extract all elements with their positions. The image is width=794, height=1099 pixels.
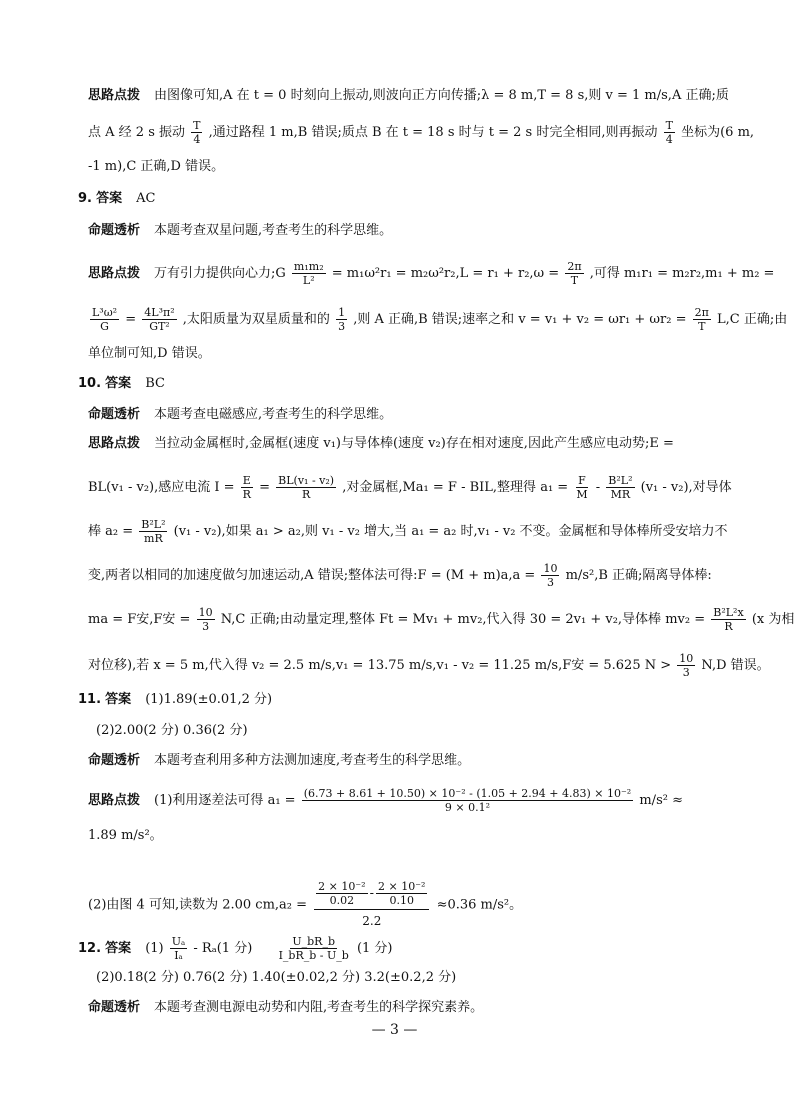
fraction: $\frac{10}{3}$: [543, 562, 558, 589]
q9-answer: 9. 答案 AC: [78, 191, 156, 206]
page-number: — 3 —: [371, 1022, 418, 1038]
fraction: $\frac{F}{M}$: [576, 474, 588, 501]
q10-line-6: 对位移),若 x = 5 m,代入得 v₂ = 2.5 m/s,v₁ = 13.75 m/s,v₁ - v₂ = 11.25 m/s,F安 = 5.625 N > $\frac{10}{3}$ N,D 错误。: [88, 652, 770, 679]
q10-line-4: 变,两者以相同的加速度做匀加速运动,A 错误;整体法可得:F = (M + m)a,a = $\frac{10}{3}$ m/s²,B 正确;隔离导体棒:: [88, 562, 712, 589]
q8-line-2: 点 A 经 2 s 振动 $\frac{T}{4}$ ,通过路程 1 m,B 错误;质点 B 在 t = 18 s 时与 t = 2 s 时完全相同,则再振动 $\frac{T}{4}$ 坐标为(6 m,: [88, 119, 755, 146]
fraction: $\frac{U\_bR\_b}{I\_bR\_b - U\_b}$: [278, 935, 349, 962]
fraction: $\frac{\text{Uₐ}}{\text{Iₐ}}$: [171, 935, 186, 962]
q11-answer: 11. 答案 (1)1.89(±0.01,2 分): [78, 692, 273, 707]
fraction: $\frac{\text{(6.73 + 8.61 + 10.50) × 10⁻² - (1.05 + 2.94 + 4.83) × 10⁻²}}{\text{9 × 0.1²}}$: [303, 787, 632, 814]
q11-line-1: 思路点拨 (1)利用逐差法可得 a₁ = $\frac{\text{(6.73 + 8.61 + 10.50) × 10⁻² - (1.05 + 2.94 + 4.83) × 10⁻²}}{\text{9 × 0.1²}}$ m/s² ≈: [88, 787, 683, 814]
q10-line-5: ma = F安,F安 = $\frac{10}{3}$ N,C 正确;由动量定理,整体 Ft = Mv₁ + mv₂,代入得 30 = 2v₁ + v₂,导体棒 mv₂ = $\frac{\text{B²L²x}}{R}$ (x 为相: [88, 606, 794, 633]
fraction: $\frac{1}{3}$: [338, 306, 346, 333]
q9-line-3: 单位制可知,D 错误。: [88, 346, 211, 361]
q10-line-2: BL(v₁ - v₂),感应电流 I = $\frac{E}{R}$ = $\frac{\text{BL(v₁ - v₂)}}{R}$ ,对金属框,Ma₁ = F - BIL,整理得 a₁ = $\frac{F}{M}$ - $\frac{\text{B²L²}}{MR}$ (v₁ - v₂),对导体: [88, 474, 732, 501]
fraction: $\frac{\text{B²L²}}{mR}$: [141, 518, 166, 545]
analysis-label: 命题透析: [88, 223, 141, 238]
q11-answer-2: (2)2.00(2 分) 0.36(2 分): [96, 723, 248, 738]
q9-line-2: $\frac{\text{L³ω²}}{G}$ = $\frac{\text{4L³π²}}{\text{GT²}}$ ,太阳质量为双星质量和的 $\frac{1}{3}$ ,则 A 正确,B 错误;速率之和 v = v₁ + v₂ = ωr₁ + ωr₂ = $\frac{2\pi}{T}$ L,C 正确;由: [92, 306, 788, 333]
q9-line-1: 思路点拨 万有引力提供向心力;G $\frac{\text{m₁m₂}}{\text{L²}}$ = m₁ω²r₁ = m₂ω²r₂,L = r₁ + r₂,ω = $\frac{2\pi}{T}$ ,可得 m₁r₁ = m₂r₂,m₁ + m₂ =: [88, 260, 775, 287]
fraction: $\frac{\text{B²L²x}}{R}$: [713, 606, 744, 633]
fraction: $\frac{10}{3}$: [198, 606, 213, 633]
q9-analysis: 命题透析 本题考查双星问题,考查考生的科学思维。: [88, 223, 393, 238]
q10-analysis: 命题透析 本题考查电磁感应,考查考生的科学思维。: [88, 407, 393, 422]
q8-line-1: 思路点拨 由图像可知,A 在 t = 0 时刻向上振动,则波向正方向传播;λ = 8 m,T = 8 s,则 v = 1 m/s,A 正确;质: [88, 88, 729, 103]
fraction: $\frac{E}{R}$: [242, 474, 251, 501]
fraction: $\frac{10}{3}$: [679, 652, 694, 679]
fraction: $\frac{2\pi}{T}$: [694, 306, 709, 333]
fraction: $\frac{\text{L³ω²}}{G}$: [92, 306, 118, 333]
q10-line-1: 思路点拨 当拉动金属框时,金属框(速度 v₁)与导体棒(速度 v₂)存在相对速度,因此产生感应电动势;E =: [88, 436, 674, 451]
q8-line-3: -1 m),C 正确,D 错误。: [88, 159, 225, 174]
compound-fraction: $\frac{\text{2 × 10⁻²}}{0.02}$ - $\frac{\text{2 × 10⁻²}}{0.10}$ 2.2: [314, 880, 429, 930]
fraction: $\frac{T}{4}$: [665, 119, 673, 146]
fraction: $\frac{\text{B²L²}}{MR}$: [608, 474, 633, 501]
q11-analysis: 命题透析 本题考查利用多种方法测加速度,考查考生的科学思维。: [88, 753, 471, 768]
hint-label: 思路点拨: [88, 88, 141, 103]
fraction: $\frac{T}{4}$: [193, 119, 201, 146]
q12-analysis: 命题透析 本题考查测电源电动势和内阻,考查考生的科学探究素养。: [88, 1000, 484, 1015]
q12-answer-2: (2)0.18(2 分) 0.76(2 分) 1.40(±0.02,2 分) 3.2(±0.2,2 分): [96, 970, 457, 985]
q10-answer: 10. 答案 BC: [78, 376, 165, 391]
q11-line-2: 1.89 m/s²。: [88, 828, 163, 843]
fraction: $\frac{2\pi}{T}$: [567, 260, 582, 287]
fraction: $\frac{\text{m₁m₂}}{\text{L²}}$: [293, 260, 324, 287]
q12-answer: 12. 答案 (1) $\frac{\text{Uₐ}}{\text{Iₐ}}$ - Rₐ(1 分) $\frac{U\_bR\_b}{I\_bR\_b - U\_b}$ (1 分): [78, 935, 393, 962]
answer-label: 答案: [96, 191, 123, 206]
q11-line-3: (2)由图 4 可知,读数为 2.00 cm,a₂ = $\frac{\text{2 × 10⁻²}}{0.02}$ - $\frac{\text{2 × 10⁻²}}{0.10}$ 2.2 ≈0.36 m/s²。: [88, 880, 523, 928]
fraction: $\frac{\text{4L³π²}}{\text{GT²}}$: [144, 306, 175, 333]
fraction: $\frac{\text{BL(v₁ - v₂)}}{R}$: [278, 474, 335, 501]
q10-line-3: 棒 a₂ = $\frac{\text{B²L²}}{mR}$ (v₁ - v₂),如果 a₁ > a₂,则 v₁ - v₂ 增大,当 a₁ = a₂ 时,v₁ - v₂ 不变。金属框和导体棒所受安培力不: [88, 518, 728, 545]
